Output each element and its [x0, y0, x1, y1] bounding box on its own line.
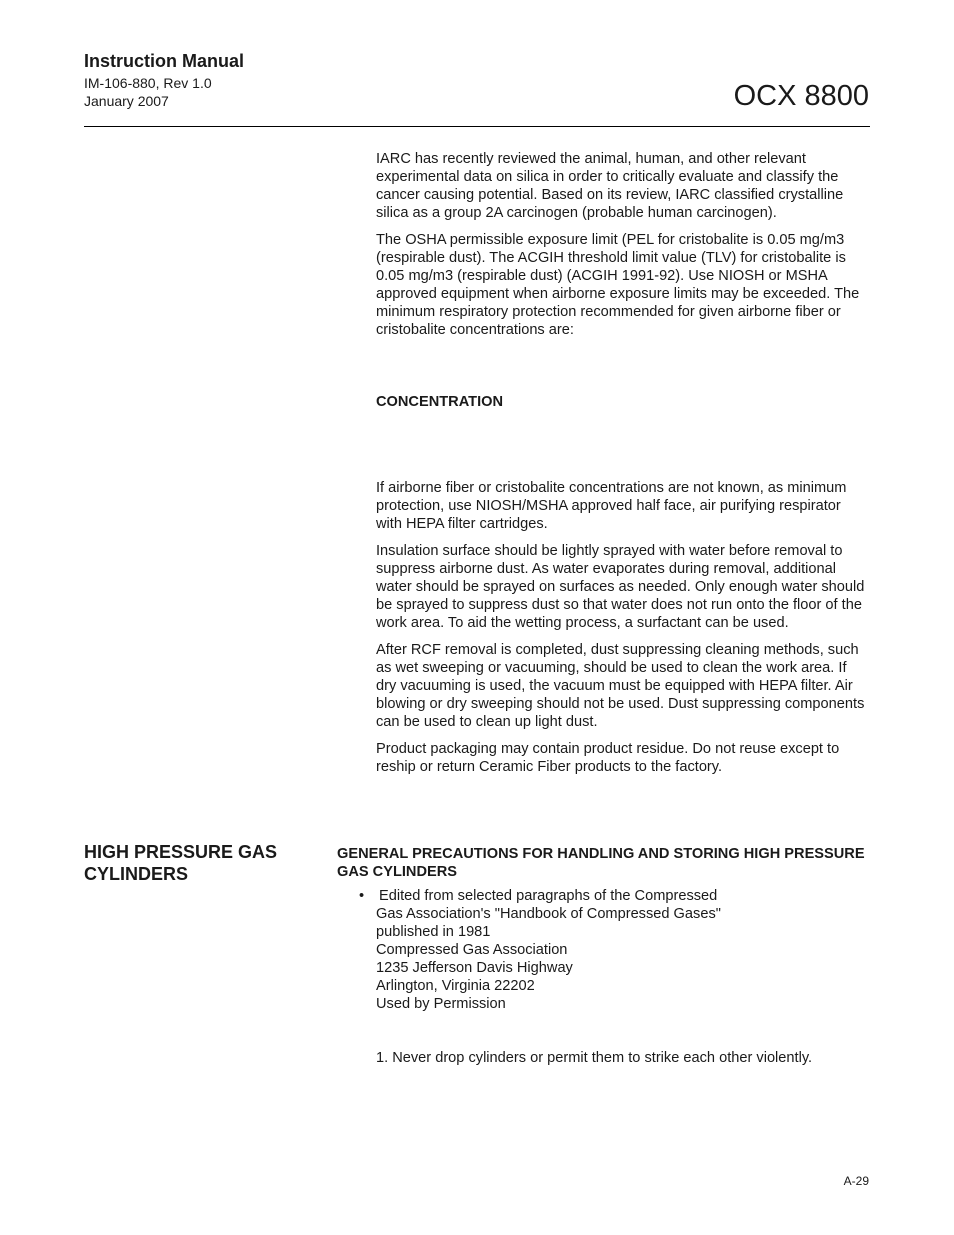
product-name: OCX 8800: [733, 80, 869, 112]
document-date: January 2007: [84, 93, 169, 109]
paragraph-rcf-removal: After RCF removal is completed, dust suppressing cleaning methods, such as wet sweeping or vacuuming, should be used to clean the work area. If dry vacuuming is used, the vacuum must be equipped with HEPA filter. Air blowing or dry sweeping should not be used. Dust suppressing components can be used to clean up light dust.: [376, 642, 865, 730]
document-number: IM-106-880, Rev 1.0: [84, 75, 212, 91]
subsection-heading: GENERAL PRECAUTIONS FOR HANDLING AND STORING HIGH PRESSURE GAS CYLINDERS: [337, 846, 865, 880]
paragraph-unknown-concentration: If airborne fiber or cristobalite concentrations are not known, as minimum protection, use NIOSH/MSHA approved half face, air purifying respirator with HEPA filter cartridges.: [376, 480, 847, 532]
concentration-heading: CONCENTRATION: [376, 394, 504, 410]
manual-title: Instruction Manual: [84, 51, 245, 71]
citation-line: published in 1981: [376, 924, 491, 940]
bullet-icon: •: [359, 888, 365, 904]
citation-line: Edited from selected paragraphs of the Compressed: [379, 888, 718, 904]
paragraph-osha: The OSHA permissible exposure limit (PEL for cristobalite is 0.05 mg/m3 (respirable dust). The ACGIH threshold limit value (TLV) for cristobalite is 0.05 mg/m3 (respirable dust) (ACGIH 1991-92). Use NIOSH or MSHA approved equipment when airborne exposure limits may be exceeded. The minimum respiratory protection recommended for given airborne fiber or cristobalite concentrations are:: [376, 232, 860, 338]
section-heading: HIGH PRESSURE GAS CYLINDERS: [84, 842, 278, 884]
paragraph-iarc: IARC has recently reviewed the animal, human, and other relevant experimental data on silica in order to critically evaluate and classify the cancer causing potential. Based on its review, IARC classified crystalline silica as a group 2A carcinogen (probable human carcinogen).: [376, 151, 844, 221]
citation-line: Compressed Gas Association: [376, 942, 568, 958]
page-number: A-29: [843, 1174, 869, 1188]
body-column-top: [376, 150, 870, 348]
paragraph-insulation: Insulation surface should be lightly sprayed with water before removal to suppress airborne dust. As water evaporates during removal, additional water should be sprayed on surfaces as needed. Only enough water should be sprayed to suppress dust so that water does not run onto the floor of the work area. To aid the wetting process, a surfactant can be used.: [376, 543, 865, 631]
body-column-bottom: [376, 479, 870, 785]
paragraph-packaging: Product packaging may contain product residue. Do not reuse except to reship or return Ceramic Fiber products to the factory.: [376, 741, 840, 775]
citation-line: Used by Permission: [376, 996, 506, 1012]
source-citation: [376, 887, 721, 1013]
citation-line: 1235 Jefferson Davis Highway: [376, 960, 573, 976]
numbered-item: 1. Never drop cylinders or permit them to strike each other violently.: [376, 1050, 813, 1066]
citation-line: Arlington, Virginia 22202: [376, 978, 535, 994]
citation-line: Gas Association's "Handbook of Compressed Gases": [376, 906, 721, 922]
header-divider: [84, 126, 870, 127]
